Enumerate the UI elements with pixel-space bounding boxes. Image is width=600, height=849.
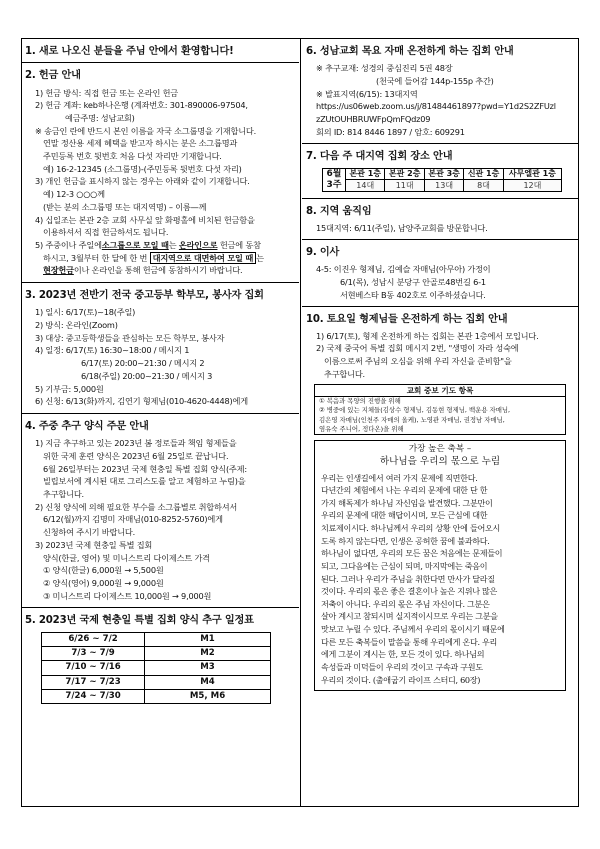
divider (302, 306, 578, 307)
offering-note-line: 연말 정산용 세제 혜택을 받고자 하시는 분은 소그룹명과 (43, 138, 238, 149)
essay-line: 에게 그분이 계시는 한, 모든 것이 있다. 하나님의 (321, 649, 485, 660)
meeting-donation: 5) 기부금: 5,000원 (35, 383, 104, 394)
essay-title: 가장 높은 축복 – (408, 444, 472, 455)
offering-account: 2) 헌금 계좌: keb하나은행 (계좌번호: 301-890006-97504, (35, 100, 248, 111)
table-row: 7/17 ~ 7/23 M4 (42, 675, 271, 689)
essay-subtitle: 하나님을 우리의 몫으로 누림 (379, 456, 501, 468)
meeting-schedule: 6/18(주일) 20:00~21:30 / 메시지 3 (81, 370, 213, 381)
essay-line: 것이다. 우리의 몫은 좋은 결혼이나 높은 지위나 많은 (321, 586, 498, 597)
section-1-title: 1. 새로 나오신 분들을 주님 안에서 환영합니다! (25, 46, 234, 57)
essay-line: 치료제이시다. 하나님께서 우리의 상황 안에 들어오시 (321, 523, 501, 534)
material-note-line: 빌립보서에 계시된 대로 그리스도를 알고 체험하고 누림)을 (43, 476, 246, 487)
table-row: 7/24 ~ 7/30 M5, M6 (42, 689, 271, 703)
divider (21, 413, 299, 414)
column-divider (300, 38, 301, 807)
schedule-table (41, 632, 271, 705)
offering-tithe: 4) 십일조는 본관 2층 교회 사무실 앞 화평홀에 비치된 헌금함을 (35, 214, 255, 225)
essay-line: 맛보고 누릴 수 있다. 주님께서 우리의 몫이시기 때문에 (321, 624, 505, 635)
divider (302, 198, 578, 199)
meeting-signup: 6) 신청: 6/13(화)까지, 김연기 형제님(010-4620-4448)에게 (35, 396, 248, 407)
material-note: 1) 지금 추구하고 있는 2023년 봄 정로들과 책임 형제들을 (35, 438, 237, 449)
essay-line: 도록 하지 않는다면, 인생은 공허한 꿈에 불과하다. (321, 535, 490, 546)
divider (21, 62, 299, 63)
material-note-line: 6월 26일부터는 2023년 국제 현충일 특별 집회 양식(주제: (43, 463, 247, 474)
essay-line: 다른 모든 축복들이 말씀을 통해 우리에게 온다. 우리 (321, 636, 498, 647)
essay-line: 다년간의 체험에서 나는 우리의 문제에 대한 단 한 (321, 485, 488, 496)
section-9-title: 9. 이사 (306, 247, 340, 259)
thursday-material-pages: (천국에 들어감 144p-155p 추간) (376, 75, 494, 86)
saturday-meeting: 1) 6/17(토), 형제 온전하게 하는 집회는 본관 1층에서 모입니다. (316, 330, 539, 341)
table-row: 6월 3주 본관 1층 본관 2층 본관 3층 신관 1층 사무엘관 1층 (323, 168, 562, 180)
offering-account-holder: 예금주명: 성남교회) (65, 112, 135, 123)
essay-line: 살아 계시고 참되시며 실지적이시므로 우리는 그분을 (321, 611, 498, 622)
offering-item-5: 5) 주중이나 주일에소그룹으로 모일 때는 온라인으로 헌금에 동참 (35, 239, 261, 250)
section-6-title: 6. 성남교회 목요 자매 온전하게 하는 집회 안내 (306, 46, 514, 57)
section-3-title: 3. 2023년 전반기 전국 중고등부 학부모, 봉사자 집회 (25, 290, 264, 302)
meeting-date: 1) 일시: 6/17(토)~18(주일) (35, 307, 136, 318)
offering-method: 1) 헌금 방식: 직접 헌금 또는 온라인 헌금 (35, 87, 179, 98)
section-10-title: 10. 토요일 형제님들 온전하게 하는 집회 안내 (306, 313, 508, 325)
divider (21, 607, 299, 608)
material-order: 2) 신청 양식에 의해 필요한 부수를 소그룹별로 취합하셔서 (35, 501, 238, 512)
saturday-meeting: 추구합니다. (324, 368, 365, 379)
offering-note-example: 예) 16-2-12345 (소그룹명)-(주민등록 뒷번호 다섯 자리) (43, 163, 242, 174)
material-note-line: 추구합니다. (43, 488, 84, 499)
offering-item-5-line: 현장헌금이나 온라인을 통해 헌금에 동참하시기 바랍니다. (43, 265, 243, 276)
divider (302, 239, 578, 240)
prayer-item: 김은영 자매님(인천주 자매의 올케), 노영관 자매님, 권정남 자매님, (319, 415, 505, 424)
left-column (25, 38, 295, 704)
material-price-header: 양식(한글, 영어) 및 미니스트리 다이제스트 가격 (43, 552, 210, 563)
section-2-title: 2. 헌금 안내 (25, 70, 81, 82)
essay-line: 된다. 그러나 우리가 주님을 취한다면 만사가 달라질 (321, 573, 495, 584)
zoom-link-cont[interactable]: zZUtOUHBRUWFpQmFQdz09 (316, 114, 431, 125)
right-column (306, 38, 574, 691)
meeting-schedule: 4) 일정: 6/17(토) 16:30~18:00 / 메시지 1 (35, 345, 190, 356)
offering-personal-example: 예) 12-3 ○○○께 (43, 189, 105, 200)
offering-personal: 3) 개인 헌금을 표시하지 않는 경우는 아래와 같이 기재합니다. (35, 176, 250, 187)
meeting-method: 2) 방식: 온라인(Zoom) (35, 320, 118, 330)
thursday-region: ※ 발표지역(6/15): 13대지역 (316, 88, 418, 99)
offering-tithe-line: 이용하셔서 직접 헌금하셔도 됩니다. (43, 227, 169, 238)
essay-box (314, 440, 566, 691)
table-row: 14대 11대 13대 8대 12대 (323, 180, 562, 192)
material-price-header: 3) 2023년 국제 현충일 특별 집회 (35, 539, 153, 550)
moving-line: 4-5: 이진우 형제님, 김예슬 자매님(아무아) 가정이 (316, 264, 491, 275)
venue-table (322, 168, 562, 193)
section-5-title: 5. 2023년 국제 현충일 특별 집회 양식 추구 일정표 (25, 615, 254, 627)
material-order-line: 신청하여 주시기 바랍니다. (43, 527, 136, 538)
essay-line: 하나님이 없다면, 우리의 모든 꿈은 처음에는 문제들이 (321, 548, 503, 559)
zoom-link[interactable]: https://us06web.zoom.us/j/81484461897?pwd=Y1d2S2ZFUzl (316, 101, 556, 112)
table-row: 7/10 ~ 7/16 M3 (42, 661, 271, 675)
offering-note-line: 주민등록 번호 뒷번호 처음 다섯 자리만 기재합니다. (43, 151, 222, 162)
meeting-target: 3) 대상: 중고등학생들을 관심하는 모든 학부모, 봉사자 (35, 332, 225, 343)
offering-personal-note: (받는 분의 소그룹명 또는 대지역명) – 이름—께 (43, 201, 207, 212)
essay-line: 우리의 것이다. (출애굽기 라이프 스터디, 60장) (321, 674, 481, 685)
moving-line: 6/1(목), 성남시 분당구 안골로48번길 6-1 (340, 277, 486, 288)
essay-line: 저축이 아니다. 우리의 몫은 주님 자신이다. 그분은 (321, 598, 490, 609)
prayer-item: 염유숙 주니어, 정다온)을 위해 (319, 424, 404, 433)
region-visit: 15대지역: 6/11(주일), 남양주교회를 방문합니다. (316, 223, 488, 234)
essay-line: 가지 해독제가 하나님 자신임을 발견했다. 그분만이 (321, 497, 493, 508)
offering-note: ※ 송금인 란에 반드시 본인 이름을 자국 소그룹명을 기재합니다. (35, 125, 257, 136)
prayer-item: ① 복음과 목양의 진행을 위해 (319, 396, 401, 405)
divider (21, 282, 299, 283)
material-order-line: 6/12(월)까지 김명미 자매님(010-8252-5760)에게 (43, 514, 223, 525)
section-7-title: 7. 다음 주 대지역 집회 장소 안내 (306, 151, 453, 163)
essay-line: 우리의 문제에 대한 해답이시며, 모든 근심에 대한 (321, 510, 488, 521)
material-price: ② 양식(영어) 9,000원 → 9,000원 (43, 577, 164, 588)
table-row: 6/26 ~ 7/2 M1 (42, 632, 271, 646)
material-note-line: 위한 국제 훈련 양식은 2023년 6월 25일로 끝납니다. (43, 450, 229, 461)
zoom-meeting-id: 회의 ID: 814 8446 1897 / 암호: 609291 (316, 126, 465, 137)
meeting-schedule: 6/17(토) 20:00~21:30 / 메시지 2 (81, 358, 205, 369)
essay-line: 되고, 그다음에는 근심이 되며, 마지막에는 죽음이 (321, 560, 488, 571)
essay-line: 속성들과 미덕들이 우리의 것이고 구속과 구원도 (321, 661, 483, 672)
table-row: 7/3 ~ 7/9 M2 (42, 646, 271, 660)
saturday-meeting: 이름으로써 주님의 오심을 위해 우리 자신을 준비함"을 (324, 356, 512, 367)
offering-item-5-line: 하시고, 3월부터 한 달에 한 번 대지역으로 대면하여 모일 때 는 (43, 252, 264, 263)
saturday-meeting: 2) 국제 중국어 특별 집회 메시지 2번, "생명이 자라 성숙에 (316, 343, 519, 354)
material-price: ① 양식(한글) 6,000원 → 5,500원 (43, 565, 164, 576)
section-4-title: 4. 주중 추구 양식 주문 안내 (25, 420, 149, 432)
material-price: ③ 미니스트리 다이제스트 10,000원 → 9,000원 (43, 590, 212, 601)
prayer-item: ② 병중에 있는 지체들(김상수 형제님, 김동현 형제님, 백운용 자매님, (319, 406, 511, 415)
prayer-title: 교회 중보 기도 항목 (315, 385, 565, 397)
moving-line: 서현베스타 B동 402호로 이주하셨습니다. (340, 289, 486, 300)
essay-line: 우리는 인생길에서 여러 가지 문제에 직면한다. (321, 472, 478, 483)
thursday-material: ※ 추구교재: 성경의 중심진리 5권 48장 (316, 63, 453, 74)
prayer-box (314, 384, 566, 436)
section-8-title: 8. 지역 움직임 (306, 206, 372, 218)
divider (302, 143, 578, 144)
